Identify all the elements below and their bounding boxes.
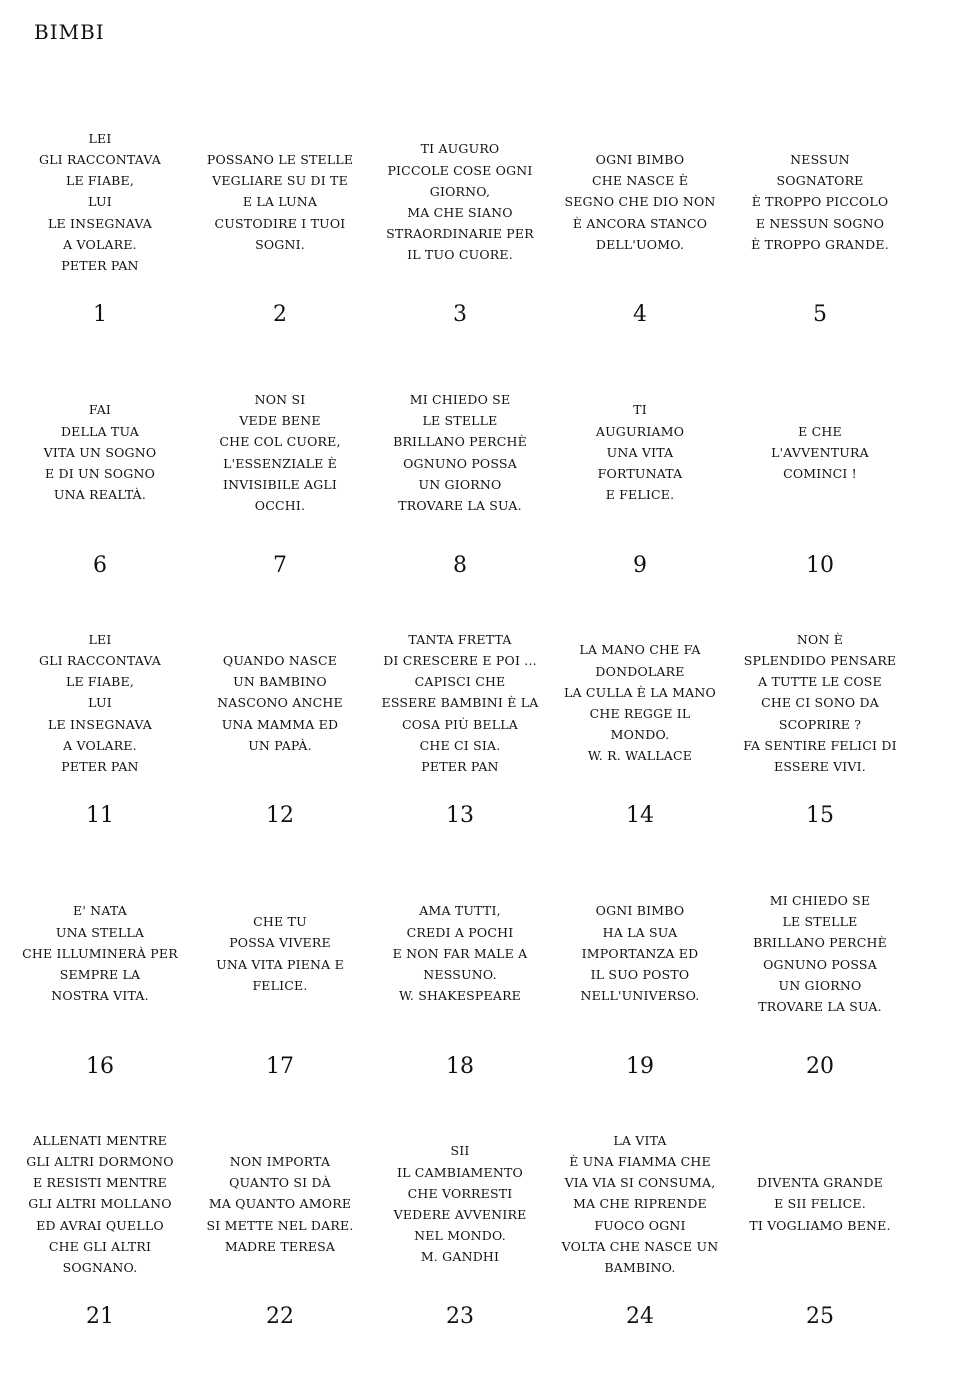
quote-text [730, 128, 910, 276]
quote-line: FAI [88, 402, 112, 418]
quote-line: VOLTA CHE NASCE UN [561, 1238, 719, 1254]
quote-line: NESSUN [790, 151, 850, 167]
quote-line: MONDO. [610, 727, 670, 743]
quote-line: ED AVRAI QUELLO [36, 1217, 164, 1233]
quote-line: E RESISTI MENTRE [33, 1175, 167, 1191]
quote-line: GLI RACCONTAVA [38, 653, 161, 668]
quote-line: TI [633, 402, 647, 418]
day-number: 21 [86, 1304, 114, 1329]
quote-line: BRILLANO PERCHÈ [393, 434, 527, 450]
quote-line: NON È [796, 631, 844, 647]
quote-line: E DI UN SOGNO [44, 466, 156, 482]
quote-line: SI METTE NEL DARE. [206, 1217, 354, 1233]
quote-text [10, 379, 190, 527]
quote-line: COSA PIÙ BELLA [402, 716, 518, 732]
quote-line: FA SENTIRE FELICI DI [743, 737, 897, 753]
quote-line: W. R. WALLACE [587, 748, 693, 764]
quote-line: ESSERE BAMBINI È LA [381, 695, 539, 711]
quote-text [190, 379, 370, 527]
quote-text [730, 379, 910, 527]
quote-line: E FELICE. [605, 487, 675, 503]
page-title: BIMBI [34, 20, 105, 44]
quote-line: VITA UN SOGNO [43, 444, 157, 460]
quote-line: UN BAMBINO [233, 674, 327, 690]
quote-line: UNA MAMMA ED [221, 716, 339, 732]
quote-line: IMPORTANZA ED [581, 945, 699, 961]
quote-line: VEDERE AVVENIRE [393, 1207, 527, 1222]
quote-line: AMA TUTTI, [419, 903, 501, 919]
quote-line: SOGNANO. [62, 1260, 138, 1276]
quote-line: CHE CI SONO DA [761, 695, 879, 711]
quote-text [550, 379, 730, 527]
quote-line: OGNI BIMBO [595, 903, 685, 919]
quote-line: POSSANO LE STELLE [206, 151, 354, 167]
quote-line: L'AVVENTURA [771, 444, 869, 460]
quote-line: UNA VITA [606, 444, 674, 460]
quote-text [370, 128, 550, 276]
quote-line: CHE GLI ALTRI [48, 1238, 152, 1254]
quote-line: NELL'UNIVERSO. [580, 988, 700, 1004]
quote-line: UN GIORNO [418, 476, 502, 492]
day-number: 17 [266, 1053, 294, 1079]
quote-line: CREDI A POCHI [406, 924, 514, 940]
quote-text [10, 128, 190, 276]
quote-text [550, 128, 730, 276]
quote-line: TROVARE LA SUA. [758, 998, 882, 1014]
day-number: 1 [93, 302, 107, 327]
day-number: 18 [446, 1053, 474, 1079]
quote-line: SOGNATORE [776, 173, 864, 189]
day-number: 12 [266, 803, 294, 828]
quote-text [370, 379, 550, 527]
quote-text [730, 880, 910, 1028]
quote-line: MI CHIEDO SE [769, 892, 871, 908]
quote-line: INVISIBILE AGLI [222, 476, 338, 492]
quote-line: COMINCI ! [783, 466, 857, 482]
quote-line: È ANCORA STANCO [572, 215, 708, 231]
quote-line: CHE REGGE IL [589, 706, 691, 721]
quote-line: A TUTTE LE COSE [758, 674, 882, 690]
quote-line: LA MANO CHE FA [579, 642, 701, 658]
quote-line: LUI [88, 695, 112, 711]
quote-line: SOGNI. [255, 236, 305, 252]
quote-line: POSSA VIVERE [229, 935, 331, 951]
day-number: 6 [93, 552, 107, 578]
quote-text [370, 880, 550, 1028]
day-number: 2 [273, 302, 287, 327]
quote-line: TROVARE LA SUA. [398, 497, 522, 513]
quote-line: DIVENTA GRANDE [756, 1175, 883, 1191]
quote-text [190, 880, 370, 1028]
quote-line: È UNA FIAMMA CHE [569, 1154, 711, 1169]
day-number: 16 [86, 1053, 114, 1079]
quote-line: NEL MONDO. [414, 1228, 506, 1244]
quote-text [550, 1130, 730, 1278]
quote-line: LE FIABE, [65, 173, 135, 189]
quote-line: CUSTODIRE I TUOI [214, 215, 346, 231]
quote-line: VEGLIARE SU DI TE [212, 173, 348, 189]
quote-line: QUANTO SI DÀ [229, 1175, 331, 1191]
quote-line: LUI [88, 194, 112, 210]
day-number: 5 [813, 302, 827, 327]
quote-line: CHE ILLUMINERÀ PER [22, 945, 178, 961]
quote-line: IL TUO CUORE. [407, 247, 513, 263]
quote-line: OGNUNO POSSA [763, 956, 877, 972]
quote-line: W. SHAKESPEARE [398, 988, 522, 1004]
day-number: 8 [453, 552, 467, 578]
quote-line: A VOLARE. [63, 737, 137, 753]
quote-line: LE INSEGNAVA [48, 215, 152, 231]
day-number: 14 [626, 803, 654, 828]
quote-line: PETER PAN [61, 258, 139, 274]
quote-text [550, 880, 730, 1028]
quote-line: UN GIORNO [778, 977, 862, 993]
quote-grid [10, 0, 910, 1388]
quote-line: MA CHE RIPRENDE [573, 1196, 707, 1212]
quote-line: UNA STELLA [55, 924, 145, 940]
quote-line: AUGURIAMO [595, 423, 685, 439]
quote-line: E NESSUN SOGNO [755, 215, 885, 231]
quote-line: È TROPPO PICCOLO [751, 194, 889, 210]
quote-line: FELICE. [252, 977, 308, 993]
quote-line: STRAORDINARIE PER [386, 226, 534, 242]
quote-line: MA CHE SIANO [407, 205, 513, 220]
quote-line: CHE TU [253, 914, 307, 930]
quote-line: PICCOLE COSE OGNI [387, 162, 533, 178]
day-number: 23 [446, 1304, 474, 1329]
quote-line: HA LA SUA [602, 924, 678, 940]
day-number: 10 [806, 552, 834, 578]
quote-line: OCCHI. [254, 497, 306, 513]
quote-line: BAMBINO. [604, 1260, 676, 1276]
quote-line: SEMPRE LA [59, 967, 141, 983]
quote-line: FORTUNATA [597, 466, 683, 482]
quote-line: SPLENDIDO PENSARE [743, 653, 897, 668]
quote-line: GIORNO, [429, 183, 491, 199]
quote-line: DI CRESCERE E POI ... [383, 653, 537, 668]
quote-text [730, 1130, 910, 1278]
day-number: 7 [273, 552, 287, 578]
quote-line: TI VOGLIAMO BENE. [749, 1217, 891, 1233]
quote-line: DELL'UOMO. [595, 236, 685, 252]
quote-line: LE INSEGNAVA [48, 716, 152, 732]
quote-line: DONDOLARE [595, 663, 685, 679]
quote-line: NON SI [254, 391, 306, 407]
quote-line: TI AUGURO [420, 141, 500, 157]
quote-text [10, 629, 190, 777]
quote-line: È TROPPO GRANDE. [751, 236, 889, 252]
quote-line: E CHE [798, 423, 842, 439]
quote-text [370, 629, 550, 777]
quote-line: CHE COL CUORE, [219, 434, 341, 450]
quote-line: GLI ALTRI MOLLANO [28, 1196, 172, 1212]
quote-text [550, 629, 730, 777]
quote-line: CAPISCI CHE [414, 674, 506, 690]
quote-line: ALLENATI MENTRE [32, 1132, 168, 1148]
quote-line: PETER PAN [61, 759, 139, 775]
quote-line: LA CULLA È LA MANO [563, 684, 716, 700]
quote-line: NESSUNO. [423, 967, 497, 983]
quote-line: E NON FAR MALE A [392, 945, 528, 961]
day-number: 11 [86, 803, 114, 828]
quote-line: SCOPRIRE ? [778, 716, 862, 732]
quote-line: LEI [88, 631, 112, 647]
quote-line: IL CAMBIAMENTO [397, 1164, 523, 1180]
day-number: 4 [633, 302, 647, 327]
day-number: 15 [806, 803, 834, 828]
quote-line: UNA REALTÀ. [53, 487, 147, 503]
quote-line: BRILLANO PERCHÈ [753, 935, 887, 951]
quote-line: NASCONO ANCHE [217, 695, 343, 711]
quote-line: NON IMPORTA [229, 1153, 331, 1169]
quote-line: FUOCO OGNI [594, 1217, 686, 1233]
quote-line: E LA LUNA [242, 194, 318, 210]
quote-line: IL SUO POSTO [590, 967, 690, 983]
quote-line: M. GANDHI [420, 1249, 500, 1265]
quote-text [190, 128, 370, 276]
day-number: 20 [806, 1053, 834, 1079]
quote-line: CHE NASCE È [591, 173, 689, 189]
quote-line: CHE CI SIA. [419, 737, 501, 753]
day-number: 3 [453, 302, 467, 327]
quote-line: OGNUNO POSSA [403, 455, 517, 471]
quote-line: PETER PAN [421, 759, 499, 775]
quote-line: LEI [88, 130, 112, 146]
day-number: 22 [266, 1304, 294, 1329]
quote-line: NOSTRA VITA. [51, 988, 149, 1004]
quote-text [730, 629, 910, 777]
quote-line: GLI RACCONTAVA [38, 152, 161, 167]
quote-line: GLI ALTRI DORMONO [26, 1154, 174, 1169]
quote-line: DELLA TUA [60, 423, 140, 439]
quote-text [190, 629, 370, 777]
quote-line: ESSERE VIVI. [774, 759, 866, 775]
quote-text [370, 1130, 550, 1278]
quote-line: TANTA FRETTA [408, 631, 512, 647]
quote-line: MA QUANTO AMORE [208, 1196, 352, 1212]
quote-line: LE FIABE, [65, 674, 135, 690]
quote-line: OGNI BIMBO [595, 151, 685, 167]
day-number: 25 [806, 1304, 834, 1329]
quote-line: SEGNO CHE DIO NON [564, 194, 716, 210]
day-number: 24 [626, 1304, 654, 1329]
quote-line: MADRE TERESA [224, 1238, 336, 1254]
day-number: 13 [446, 803, 474, 828]
day-number: 19 [626, 1053, 654, 1079]
quote-text [10, 1130, 190, 1278]
quote-line: LE STELLE [422, 413, 498, 429]
quote-line: VEDE BENE [239, 413, 321, 429]
quote-line: LE STELLE [782, 914, 858, 930]
quote-line: SII [450, 1143, 470, 1159]
day-number: 9 [633, 552, 647, 578]
quote-text [190, 1130, 370, 1278]
quote-line: UNA VITA PIENA E [216, 956, 344, 972]
quote-line: MI CHIEDO SE [409, 391, 511, 407]
quote-text [10, 880, 190, 1028]
quote-line: L'ESSENZIALE È [223, 455, 337, 471]
quote-line: E SII FELICE. [774, 1196, 866, 1212]
quote-line: QUANDO NASCE [222, 652, 338, 668]
quote-line: CHE VORRESTI [407, 1185, 513, 1201]
quote-line: VIA VIA SI CONSUMA, [564, 1175, 716, 1191]
quote-line: A VOLARE. [63, 236, 137, 252]
quote-line: UN PAPÀ. [248, 737, 312, 753]
quote-line: LA VITA [613, 1132, 667, 1148]
quote-line: E' NATA [73, 903, 127, 919]
